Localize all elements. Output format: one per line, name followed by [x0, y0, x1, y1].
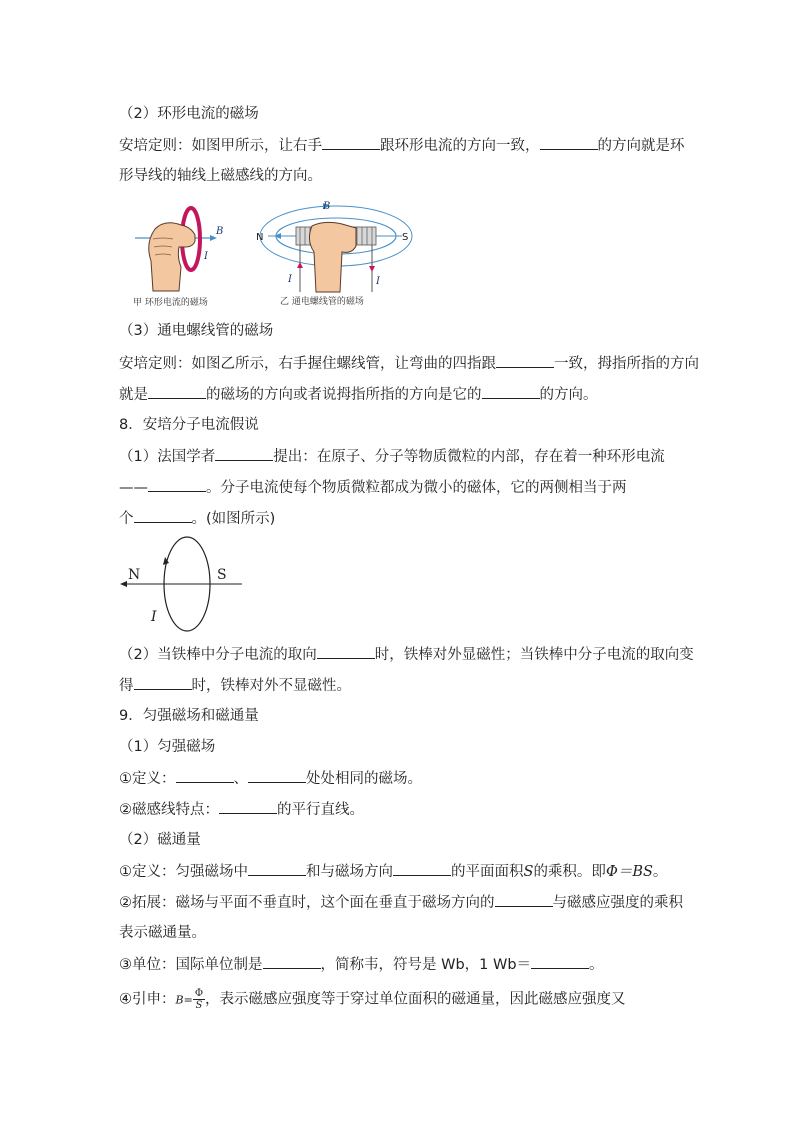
paragraph-line: （1）法国学者 提出：在原子、分子等物质微粒的内部，存在着一种环形电流 [119, 446, 665, 467]
figure-caption: 乙 通电螺线管的磁场 [280, 297, 364, 307]
fill-blank[interactable] [219, 799, 277, 814]
fill-blank[interactable] [134, 508, 192, 523]
figure-molecular-current [118, 535, 248, 635]
section-heading: （2）环形电流的磁场 [119, 106, 259, 122]
paragraph-line: 表示磁通量。 [119, 925, 206, 941]
svg-text:S: S [217, 567, 227, 583]
section-heading: （3）通电螺线管的磁场 [119, 323, 274, 339]
svg-text:S: S [402, 232, 409, 243]
fill-blank[interactable] [248, 861, 306, 876]
paragraph-line: 安培定则：如图乙所示，右手握住螺线管，让弯曲的四指跟 一致，拇指所指的方向 [119, 353, 699, 374]
figure-ring-current [133, 205, 248, 307]
paragraph-line: ④引申：B= $\frac{\Phi}{S}$ ，表示磁感应强度等于穿过单位面积的磁通量，因此磁感应强度又 [119, 988, 626, 1011]
paragraph-line: 就是 的磁场的方向或者说拇指所指的方向是它的 的方向。 [119, 384, 598, 405]
fill-blank[interactable] [322, 135, 380, 150]
paragraph-line: ①定义：匀强磁场中 和与磁场方向 的平面面积S的乘积。即Φ＝BS。 [119, 861, 667, 882]
svg-text:I: I [376, 276, 380, 287]
section-heading: 9．匀强磁场和磁通量 [119, 708, 259, 724]
svg-text:B: B [216, 226, 224, 237]
paragraph-line: 形导线的轴线上磁感线的方向。 [119, 168, 322, 184]
paragraph-line: ③单位：国际单位制是 ，简称韦，符号是 Wb，1 Wb＝ 。 [119, 954, 604, 975]
fill-blank[interactable] [148, 384, 206, 399]
paragraph-line: ②磁感线特点： 的平行直线。 [119, 799, 364, 820]
fill-blank[interactable] [496, 353, 554, 368]
fill-blank[interactable] [482, 384, 540, 399]
paragraph-line: ②拓展：磁场与平面不垂直时，这个面在垂直于磁场方向的 与磁感应强度的乘积 [119, 892, 683, 913]
molecular-current-diagram [118, 535, 248, 635]
svg-text:N: N [256, 232, 264, 243]
fill-blank[interactable] [148, 477, 206, 492]
svg-text:I: I [288, 274, 292, 285]
fill-blank[interactable] [134, 675, 192, 690]
fill-blank[interactable] [531, 954, 589, 969]
paragraph-line: 个 。(如图所示) [119, 508, 275, 529]
figure-caption: 甲 环形电流的磁场 [133, 298, 208, 308]
svg-text:I: I [151, 609, 157, 625]
svg-text:N: N [128, 567, 141, 583]
fill-blank[interactable] [248, 768, 306, 783]
paragraph-line: （2）当铁棒中分子电流的取向 时，铁棒对外显磁性；当铁棒中分子电流的取向变 [119, 644, 694, 665]
svg-text:B: B [323, 201, 331, 212]
subsection-heading: （1）匀强磁场 [119, 739, 216, 755]
fill-blank[interactable] [263, 954, 321, 969]
paragraph-line: 安培定则：如图甲所示，让右手 跟环形电流的方向一致， 的方向就是环 [119, 135, 685, 156]
fill-blank[interactable] [317, 644, 375, 659]
fill-blank[interactable] [540, 135, 598, 150]
solenoid-illustration [252, 200, 417, 295]
fill-blank[interactable] [393, 861, 451, 876]
fill-blank[interactable] [176, 768, 234, 783]
svg-text:I: I [204, 251, 208, 262]
paragraph-line: 得 时，铁棒对外不显磁性。 [119, 675, 351, 696]
fill-blank[interactable] [215, 446, 273, 461]
subsection-heading: （2）磁通量 [119, 832, 201, 848]
figure-solenoid [252, 200, 417, 307]
hand-ring-illustration [133, 205, 248, 295]
fraction-phi-over-s: $\frac{\Phi}{S}$ [194, 988, 204, 1011]
fill-blank[interactable] [495, 892, 553, 907]
section-heading: 8．安培分子电流假说 [119, 417, 259, 433]
paragraph-line: —— 。分子电流使每个物质微粒都成为微小的磁体，它的两侧相当于两 [119, 477, 627, 498]
paragraph-line: ①定义： 、 处处相同的磁场。 [119, 768, 422, 789]
